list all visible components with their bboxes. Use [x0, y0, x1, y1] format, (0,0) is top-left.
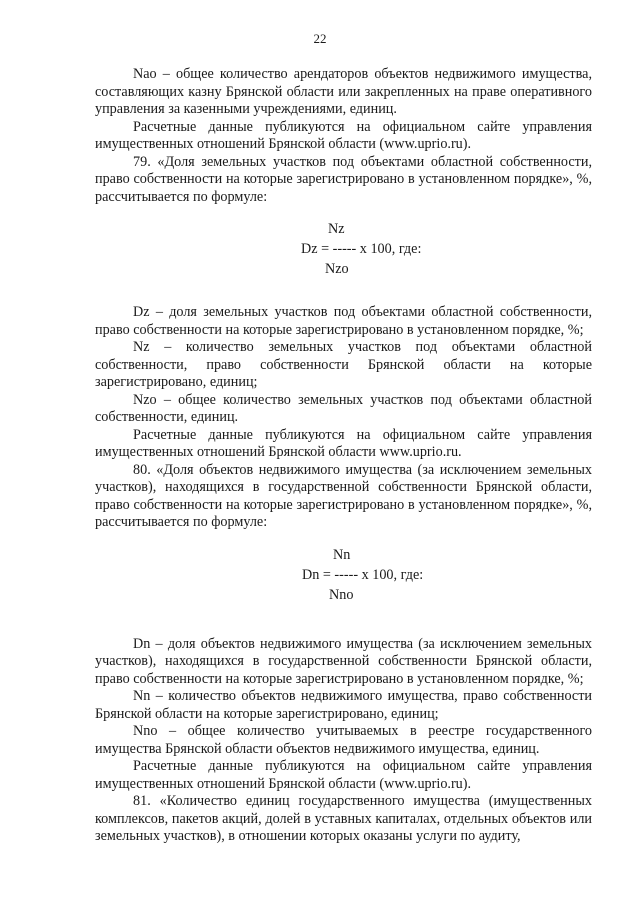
paragraph-publication-note: Расчетные данные публикуются на официальном сайте управления имущественных отношений Брянской области (www.uprio.ru).: [95, 118, 592, 152]
formula-dn: [95, 547, 592, 615]
paragraph-nao-definition: Nao – общее количество арендаторов объектов недвижимого имущества, составляющих казну Брянской области или закрепленных на праве оперативного управления за казенными учреждениями, единиц.: [95, 66, 592, 117]
paragraph-item-80: 80. «Доля объектов недвижимого имущества (за исключением земельных участков), находящихся в государственной собственности Брянской области, право собственности на которые зарегистрировано в установленном порядке», %, рассчитывается по формуле:: [95, 461, 592, 530]
paragraph-item-79: 79. «Доля земельных участков под объектами областной собственности, право собственности на которые зарегистрировано в установленном порядке», %, рассчитывается по формуле:: [95, 153, 592, 205]
formula-expression: Dn = ----- x 100, где:: [302, 566, 424, 583]
formula-denominator: Nzo: [325, 261, 349, 277]
formula-dz: [95, 221, 592, 289]
paragraph-publication-note: Расчетные данные публикуются на официальном сайте управления имущественных отношений Брянской области www.uprio.ru.: [95, 426, 592, 460]
paragraph-publication-note: Расчетные данные публикуются на официальном сайте управления имущественных отношений Брянской области (www.uprio.ru).: [95, 758, 592, 792]
formula-expression: Dz = ----- x 100, где:: [301, 241, 422, 257]
formula-numerator: Nz: [328, 221, 345, 237]
formula-denominator: Nno: [329, 586, 354, 603]
document-body: [95, 66, 592, 846]
paragraph-dn-definition: Dn – доля объектов недвижимого имущества (за исключением земельных участков), находящихся в государственной собственности Брянской области, право собственности на которые зарегистрировано в установленном порядке, %;: [95, 635, 592, 687]
paragraph-nz-definition: Nz – количество земельных участков под объектами областной собственности, право собственности Брянской области на которые зарегистрировано, единиц;: [95, 339, 592, 390]
paragraph-nn-definition: Nn – количество объектов недвижимого имущества, право собственности Брянской области на которые зарегистрировано, единиц;: [95, 688, 592, 722]
paragraph-nno-definition: Nno – общее количество учитываемых в реестре государственного имущества Брянской области объектов недвижимого имущества, единиц.: [95, 723, 592, 757]
paragraph-nzo-definition: Nzo – общее количество земельных участков под объектами областной собственности, единиц.: [95, 391, 592, 425]
paragraph-dz-definition: Dz – доля земельных участков под объектами областной собственности, право собственности на которые зарегистрировано в установленном порядке, %;: [95, 304, 592, 338]
paragraph-item-81: 81. «Количество единиц государственного имущества (имущественных комплексов, пакетов акций, долей в уставных капиталах, отдельных объектов или земельных участков), в отношении которых оказаны услуги по аудиту,: [95, 793, 592, 844]
formula-numerator: Nn: [333, 546, 351, 563]
page-number: 22: [313, 31, 327, 46]
